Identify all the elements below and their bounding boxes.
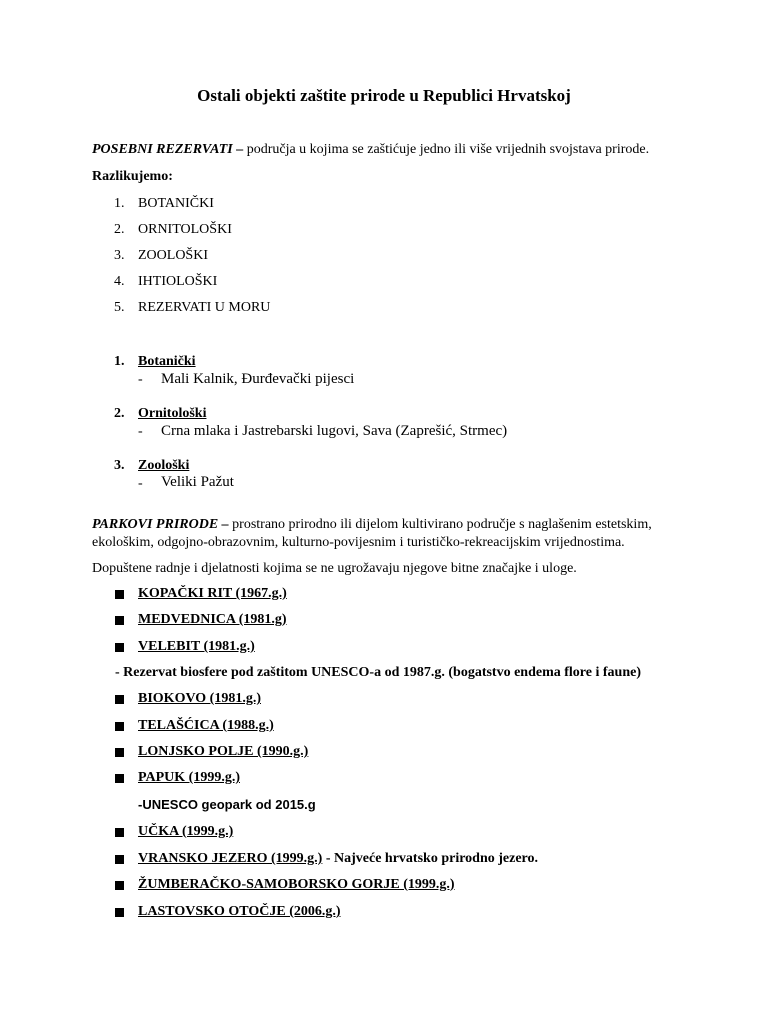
parkovi-term: PARKOVI PRIRODE – — [92, 517, 229, 532]
page-title: Ostali objekti zaštite prirode u Republici Hrvatskoj — [197, 86, 571, 105]
park-note: - Najveće hrvatsko prirodno jezero. — [322, 851, 539, 866]
park-item: LONJSKO POLJE (1990.g.) — [138, 744, 309, 759]
parkovi-definition-line1: prostrano prirodno ili dijelom kultivirano područje s naglašenim estetskim, — [228, 517, 652, 532]
parkovi-definition-line2: ekološkim, odgojno-obrazovnim, kulturno-povijesnim i turističko-rekreacijskim vrijednostima. — [92, 535, 625, 550]
park-item-with-note — [138, 851, 538, 867]
example-heading: Zoološki — [138, 458, 190, 473]
list-item: ORNITOLOŠKI — [138, 222, 232, 237]
list-number: 2. — [114, 222, 125, 237]
list-number: 4. — [114, 274, 125, 289]
example-dash: - — [138, 424, 143, 439]
list-number: 5. — [114, 300, 125, 315]
example-dash: - — [138, 476, 143, 491]
posebni-definition-text: područja u kojima se zaštićuje jedno ili više vrijednih svojstava prirode. — [243, 142, 650, 157]
park-item: TELAŠĆICA (1988.g.) — [138, 718, 274, 733]
example-heading: Botanički — [138, 354, 196, 369]
razlikujemo-label: Razlikujemo: — [92, 169, 173, 184]
list-item: BOTANIČKI — [138, 196, 214, 211]
park-item: VELEBIT (1981.g.) — [138, 639, 255, 654]
example-number: 3. — [114, 458, 125, 473]
example-number: 1. — [114, 354, 125, 369]
bullet-square-icon — [115, 590, 124, 599]
parkovi-definition — [92, 517, 652, 533]
example-heading: Ornitološki — [138, 406, 207, 421]
example-detail: Mali Kalnik, Đurđevački pijesci — [161, 371, 355, 387]
park-item: LASTOVSKO OTOČJE (2006.g.) — [138, 904, 341, 919]
bullet-square-icon — [115, 695, 124, 704]
bullet-square-icon — [115, 908, 124, 917]
posebni-term: POSEBNI REZERVATI – — [92, 142, 244, 157]
example-number: 2. — [114, 406, 125, 421]
park-item: PAPUK (1999.g.) — [138, 770, 240, 785]
bullet-square-icon — [115, 855, 124, 864]
bullet-square-icon — [115, 616, 124, 625]
park-item: UČKA (1999.g.) — [138, 824, 234, 839]
list-item: REZERVATI U MORU — [138, 300, 271, 315]
example-detail: Veliki Pažut — [161, 474, 234, 490]
list-number: 1. — [114, 196, 125, 211]
posebni-definition — [92, 142, 649, 158]
bullet-square-icon — [115, 828, 124, 837]
list-item: IHTIOLOŠKI — [138, 274, 218, 289]
bullet-square-icon — [115, 722, 124, 731]
example-detail: Crna mlaka i Jastrebarski lugovi, Sava (Zaprešić, Strmec) — [161, 423, 508, 439]
park-item: ŽUMBERAČKO-SAMOBORSKO GORJE (1999.g.) — [138, 877, 455, 892]
example-dash: - — [138, 372, 143, 387]
list-item: ZOOLOŠKI — [138, 248, 208, 263]
bullet-square-icon — [115, 881, 124, 890]
velebit-note: - Rezervat biosfere pod zaštitom UNESCO-a od 1987.g. (bogatstvo endema flore i faune) — [115, 665, 641, 680]
park-item: KOPAČKI RIT (1967.g.) — [138, 586, 287, 601]
park-item: BIOKOVO (1981.g.) — [138, 691, 261, 706]
park-item: MEDVEDNICA (1981.g) — [138, 612, 287, 627]
papuk-note: -UNESCO geopark od 2015.g — [138, 797, 316, 812]
dopustene-text: Dopuštene radnje i djelatnosti kojima se ne ugrožavaju njegove bitne značajke i uloge. — [92, 561, 577, 576]
list-number: 3. — [114, 248, 125, 263]
park-name: VRANSKO JEZERO (1999.g.) — [138, 851, 323, 866]
bullet-square-icon — [115, 748, 124, 757]
bullet-square-icon — [115, 774, 124, 783]
bullet-square-icon — [115, 643, 124, 652]
